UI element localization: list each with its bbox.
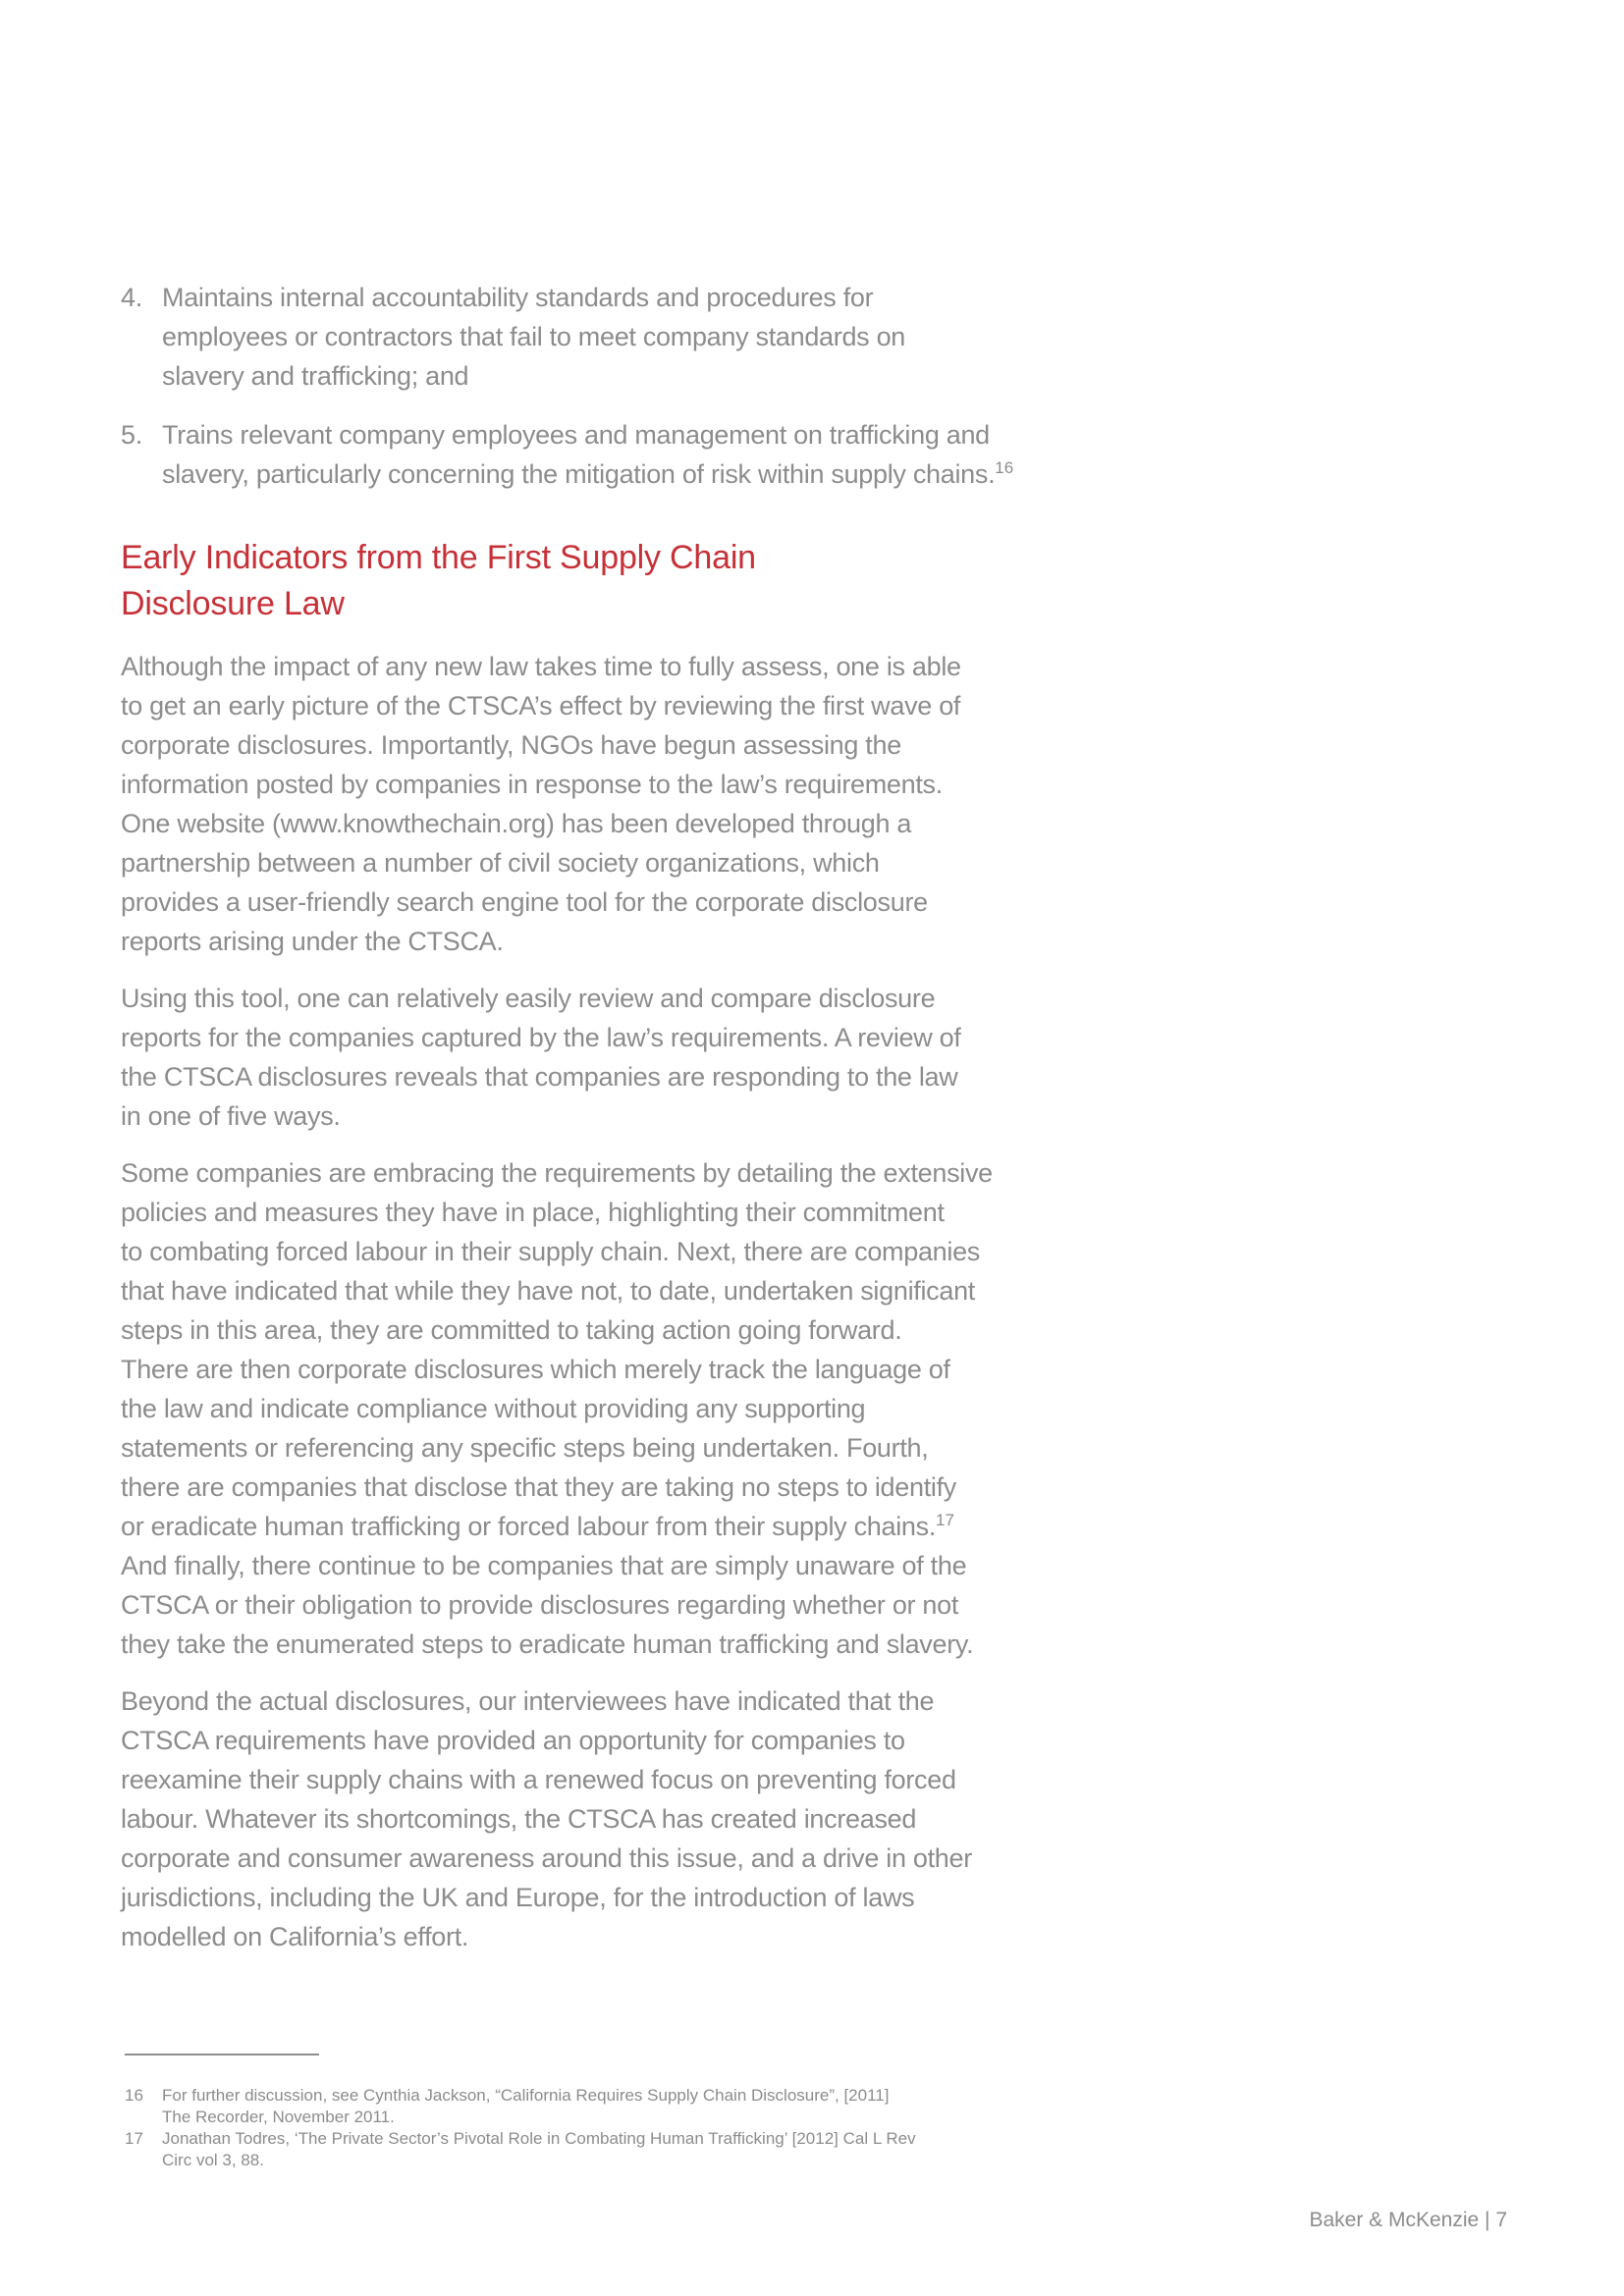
text-line: they take the enumerated steps to eradicate human trafficking and slavery. (121, 1629, 974, 1659)
text-line: statements or referencing any specific steps being undertaken. Fourth, (121, 1433, 929, 1463)
text-line: Beyond the actual disclosures, our interviewees have indicated that the (121, 1686, 935, 1716)
text-line: partnership between a number of civil society organizations, which (121, 848, 880, 878)
footnote-text (162, 2128, 916, 2171)
list-item-number: 5. (121, 420, 142, 450)
footnote-17 (125, 2128, 916, 2171)
list-item-text (162, 278, 905, 396)
footnote-16 (125, 2085, 916, 2128)
footnote-text (162, 2085, 889, 2128)
footnotes-section (125, 2054, 916, 2171)
text-line: slavery and trafficking; and (162, 361, 469, 391)
text-line: to combating forced labour in their supply chain. Next, there are companies (121, 1237, 980, 1266)
paragraph-beyond-disclosures (121, 1682, 972, 1956)
text-line: reports arising under the CTSCA. (121, 927, 504, 956)
list-item-number: 4. (121, 283, 142, 312)
text-line: the law and indicate compliance without providing any supporting (121, 1394, 866, 1423)
text-line: One website (www.knowthechain.org) has been developed through a (121, 809, 912, 838)
footnote-number: 17 (125, 2129, 143, 2148)
text-line: Maintains internal accountability standards and procedures for (162, 283, 874, 312)
text-line: jurisdictions, including the UK and Europe, for the introduction of laws (121, 1883, 915, 1912)
text-line: modelled on California’s effort. (121, 1922, 469, 1951)
paragraph-using-this-tool (121, 979, 961, 1136)
text-line: information posted by companies in response to the law’s requirements. (121, 770, 943, 799)
text-line: Although the impact of any new law takes time to fully assess, one is able (121, 652, 961, 681)
paragraph-five-ways (121, 1153, 993, 1664)
text-line: Disclosure Law (121, 585, 345, 622)
text-line: to get an early picture of the CTSCA’s effect by reviewing the first wave of (121, 691, 961, 721)
text-line: Jonathan Todres, ‘The Private Sector’s Pivotal Role in Combating Human Trafficking’ [2012] Cal L Rev (162, 2129, 916, 2148)
page-content (121, 278, 1014, 1974)
text-line: CTSCA requirements have provided an opportunity for companies to (121, 1726, 905, 1755)
text-line: corporate and consumer awareness around this issue, and a drive in other (121, 1843, 972, 1873)
page-footer (1309, 2207, 1507, 2234)
footnote-number: 16 (125, 2086, 143, 2105)
footnote-ref: 17 (936, 1511, 954, 1529)
text-line: labour. Whatever its shortcomings, the CTSCA has created increased (121, 1804, 917, 1834)
text-line: there are companies that disclose that they are taking no steps to identify (121, 1472, 957, 1502)
text-line: employees or contractors that fail to meet company standards on (162, 322, 905, 351)
text-line: reexamine their supply chains with a renewed focus on preventing forced (121, 1765, 956, 1794)
text-line: The Recorder, November 2011. (162, 2108, 395, 2126)
text-line: the CTSCA disclosures reveals that companies are responding to the law (121, 1062, 958, 1092)
footer-text: Baker & McKenzie | 7 (1309, 2209, 1507, 2231)
text-line: And finally, there continue to be companies that are simply unaware of the (121, 1551, 967, 1580)
text-line: There are then corporate disclosures which merely track the language of (121, 1355, 950, 1384)
text-line: Early Indicators from the First Supply Chain (121, 539, 756, 576)
text-line: CTSCA or their obligation to provide disclosures regarding whether or not (121, 1590, 959, 1620)
text-line: reports for the companies captured by the law’s requirements. A review of (121, 1023, 961, 1052)
text-line: Some companies are embracing the requirements by detailing the extensive (121, 1158, 993, 1188)
text-line: that have indicated that while they have not, to date, undertaken significant (121, 1276, 975, 1306)
numbered-list (121, 278, 1014, 494)
text-line: policies and measures they have in place, highlighting their commitment (121, 1198, 945, 1227)
paragraph-early-picture (121, 647, 961, 961)
list-item-4 (121, 278, 905, 396)
list-item-5 (121, 415, 1014, 494)
list-item-text (162, 415, 1013, 494)
text-line: provides a user-friendly search engine tool for the corporate disclosure (121, 887, 928, 917)
section-heading (121, 535, 887, 627)
text-line: or eradicate human trafficking or forced labour from their supply chains.$^{17}$ (121, 1511, 954, 1541)
text-line: Using this tool, one can relatively easily review and compare disclosure (121, 984, 936, 1013)
text-line: For further discussion, see Cynthia Jackson, “California Requires Supply Chain Disclosure”, [2011] (162, 2086, 890, 2105)
footnote-ref: 16 (995, 458, 1014, 477)
text-line: slavery, particularly concerning the mitigation of risk within supply chains.$^{16}$ (162, 458, 1014, 489)
footnote-divider (125, 2054, 319, 2056)
text-line: corporate disclosures. Importantly, NGOs have begun assessing the (121, 730, 901, 760)
text-line: steps in this area, they are committed to taking action going forward. (121, 1315, 902, 1345)
text-line: Trains relevant company employees and management on trafficking and (162, 420, 990, 450)
text-line: in one of five ways. (121, 1101, 341, 1131)
text-line: Circ vol 3, 88. (162, 2151, 264, 2169)
